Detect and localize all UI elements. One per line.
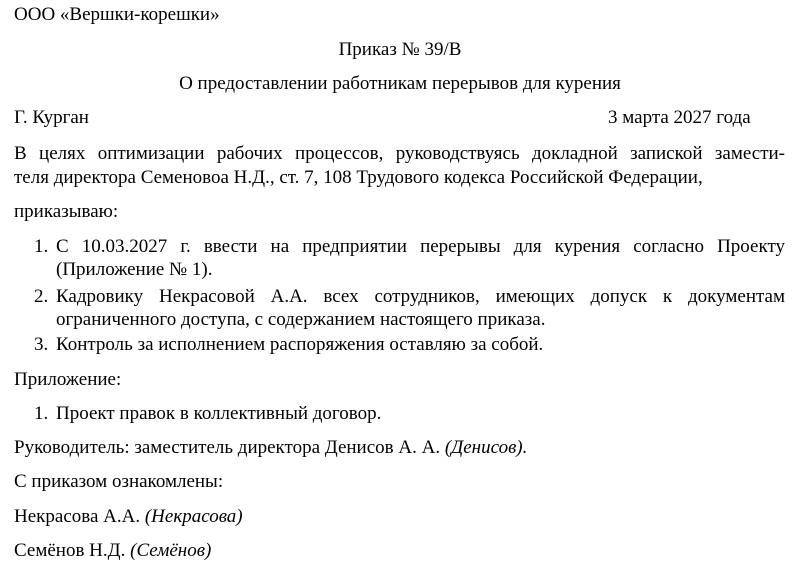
manager-signature-line	[14, 437, 527, 459]
list-item-text-line-2: ограниченного доступа, с содержанием настоящего приказа.	[56, 309, 546, 330]
acknowledged-label: С приказом ознакомлены:	[14, 471, 224, 492]
person-name: Некрасова А.А.	[14, 506, 141, 527]
appendix-label: Приложение:	[14, 369, 122, 390]
appendix-item-number: 1.	[34, 403, 49, 424]
order-word: приказываю:	[14, 201, 119, 222]
order-date: 3 марта 2027 года	[608, 107, 751, 128]
acknowledged-person	[14, 540, 211, 562]
manager-signature-text: Руководитель: заместитель директора Денисов А. А.	[14, 437, 441, 458]
appendix-item-text: Проект правок в коллективный договор.	[56, 403, 382, 424]
order-subject: О предоставлении работникам перерывов для курения	[179, 73, 621, 94]
list-item-number: 2.	[34, 286, 49, 307]
list-item-text-line-1: Контроль за исполнением распоряжения оставляю за собой.	[56, 334, 544, 355]
intro-paragraph-line-2: теля директора Семеновоа Н.Д., ст. 7, 108 Трудового кодекса Российской Федерации,	[14, 167, 703, 188]
list-item-number: 3.	[34, 334, 49, 355]
intro-paragraph-line-1: В целях оптимизации рабочих процессов, руководствуясь докладной запиской замести-	[14, 143, 785, 164]
person-signature: (Семёнов)	[130, 540, 212, 561]
list-item-text-line-2: (Приложение № 1).	[56, 259, 213, 280]
manager-signature: (Денисов).	[444, 437, 528, 458]
list-item-text-line-1: С 10.03.2027 г. ввести на предприятии перерывы для курения согласно Проекту	[56, 236, 785, 257]
list-item-number: 1.	[34, 236, 49, 257]
organization-name: ООО «Вершки-корешки»	[14, 4, 220, 25]
person-name: Семёнов Н.Д.	[14, 540, 126, 561]
acknowledged-person	[14, 506, 243, 528]
city: Г. Курган	[14, 107, 89, 128]
order-title: Приказ № 39/В	[338, 39, 462, 60]
list-item-text-line-1: Кадровику Некрасовой А.А. всех сотрудников, имеющих допуск к документам	[56, 286, 785, 307]
person-signature: (Некрасова)	[144, 506, 243, 527]
